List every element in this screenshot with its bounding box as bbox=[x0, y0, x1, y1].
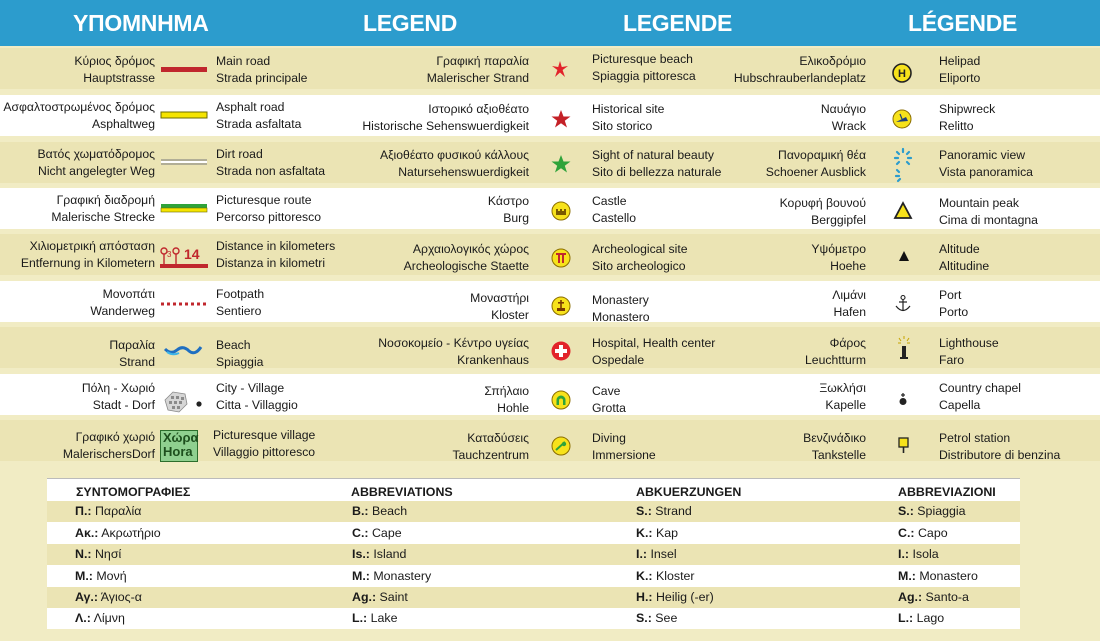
abbr-row bbox=[47, 523, 1020, 544]
archeological-site-icon bbox=[551, 248, 571, 268]
legend-col3-right-label: Altitude Altitudine bbox=[939, 242, 990, 273]
legend-col1-right-label: Footpath Sentiero bbox=[216, 287, 265, 318]
distance-big-label: 14 bbox=[184, 246, 200, 262]
abbr-header-greek: ΣΥΝΤΟΜΟΓΡΑΦΙΕΣ bbox=[76, 485, 191, 499]
legend-col2-right-label: Sight of natural beauty Sito di bellezza naturale bbox=[592, 148, 722, 179]
abbr-english: Is.: Island bbox=[352, 547, 407, 561]
castle-icon bbox=[551, 201, 571, 221]
abbr-english: C.: Cape bbox=[352, 526, 402, 540]
legend-col1-right-label: Main road Strada principale bbox=[216, 54, 308, 85]
legend-col1-right-label: Dirt road Strada non asfaltata bbox=[216, 147, 326, 178]
chapel-icon bbox=[897, 392, 909, 406]
legend-col1-right-label: City - Village Citta - Villaggio bbox=[216, 381, 298, 412]
legend-col1-left-label: Μονοπάτι Wanderweg bbox=[90, 287, 155, 318]
legend-col2-left-label: Αρχαιολογικός χώρος Archeologische Staette bbox=[403, 242, 529, 273]
helipad-icon bbox=[892, 63, 912, 83]
picturesque-beach-icon bbox=[551, 60, 569, 78]
legend-col3-left-label: Ναυάγιο Wrack bbox=[820, 102, 866, 133]
abbr-header-german: ABKUERZUNGEN bbox=[636, 485, 742, 499]
abbreviations-table bbox=[47, 478, 1020, 628]
legend-col2-left-label: Καταδύσεις Tauchzentrum bbox=[452, 431, 529, 462]
legend-col1-left-label: Κύριος δρόμος Hauptstrasse bbox=[74, 54, 155, 85]
legend-col1-right-label: Beach Spiaggia bbox=[216, 338, 264, 369]
abbr-italian: Ag.: Santo-a bbox=[898, 590, 969, 604]
cave-icon bbox=[551, 390, 571, 410]
legend-col3-left-label: Βενζινάδικο Tankstelle bbox=[803, 431, 866, 462]
legend-col3-left-label: Υψόμετρο Hoehe bbox=[811, 242, 866, 273]
legend-col2-right-label: Diving Immersione bbox=[592, 431, 656, 462]
legend-col1-left-label: Πόλη - Χωριό Stadt - Dorf bbox=[81, 381, 155, 412]
hospital-icon bbox=[551, 341, 571, 361]
petrol-station-icon bbox=[897, 436, 911, 454]
legend-col3-right-label: Lighthouse Faro bbox=[939, 336, 999, 367]
abbr-greek: Ακ.: Ακρωτήριο bbox=[75, 526, 161, 540]
legend-col1-right-label: Distance in kilometers Distanza in kilometri bbox=[216, 239, 336, 270]
header-english: LEGEND bbox=[363, 10, 458, 36]
legend-col1-left-label: Γραφικό χωριό MalerischersDorf bbox=[62, 430, 155, 461]
diving-icon bbox=[551, 436, 571, 456]
abbr-italian: I.: Isola bbox=[898, 547, 939, 561]
shipwreck-icon bbox=[892, 109, 912, 129]
abbr-italian: L.: Lago bbox=[898, 611, 945, 625]
legend-col3-right-label: Petrol station Distributore di benzina bbox=[939, 431, 1061, 462]
main-road-line bbox=[161, 64, 207, 76]
abbr-german: S.: Strand bbox=[636, 504, 692, 518]
asphalt-road-line bbox=[161, 110, 207, 120]
altitude-icon bbox=[898, 250, 910, 262]
legend-col2-left-label: Κάστρο Burg bbox=[487, 194, 529, 225]
distance-small-label: 3 bbox=[167, 250, 172, 259]
svg-text:H: H bbox=[898, 68, 906, 80]
legend-col1-left-label: Παραλία Strand bbox=[109, 338, 155, 369]
footpath-line bbox=[161, 301, 207, 307]
abbr-english: M.: Monastery bbox=[352, 569, 432, 583]
abbr-greek: Αγ.: Άγιος-α bbox=[75, 590, 142, 604]
legend-col2-right-label: Hospital, Health center Ospedale bbox=[592, 336, 716, 367]
abbr-greek: Λ.: Λίμνη bbox=[75, 611, 125, 625]
abbr-german: I.: Insel bbox=[636, 547, 677, 561]
natural-beauty-star-icon bbox=[551, 154, 571, 174]
legend-col3-right-label: Mountain peak Cima di montagna bbox=[939, 196, 1038, 227]
legend-col2-right-label: Archeological site Sito archeologico bbox=[592, 242, 688, 273]
header-greek: ΥΠΟΜΝΗΜΑ bbox=[73, 10, 209, 36]
abbr-german: K.: Kloster bbox=[636, 569, 695, 583]
picturesque-route-line bbox=[161, 203, 207, 215]
historical-site-star-icon bbox=[551, 109, 571, 129]
legend-col3-right-label: Port Porto bbox=[939, 288, 969, 319]
legend-col3-left-label: Ξωκλήσι Kapelle bbox=[819, 381, 866, 412]
village-label-latin: Hora bbox=[163, 444, 193, 459]
abbr-row bbox=[47, 608, 1020, 629]
beach-icon bbox=[163, 341, 203, 357]
legend-header-bar bbox=[0, 0, 1100, 46]
legend-col2-right-label: Cave Grotta bbox=[592, 384, 626, 415]
legend-col3-right-label: Shipwreck Relitto bbox=[939, 102, 996, 133]
abbr-greek: Π.: Παραλία bbox=[75, 504, 142, 518]
legend-col2-left-label: Σπήλαιο Hohle bbox=[484, 384, 529, 415]
abbr-greek: Μ.: Μονή bbox=[75, 569, 127, 583]
abbr-english: B.: Beach bbox=[352, 504, 408, 518]
abbr-german: S.: See bbox=[636, 611, 678, 625]
abbr-greek: Ν.: Νησί bbox=[75, 547, 122, 561]
header-german: LEGENDE bbox=[623, 10, 733, 36]
mountain-peak-icon bbox=[894, 202, 912, 220]
abbr-row bbox=[47, 544, 1020, 565]
abbr-row bbox=[47, 501, 1020, 522]
abbr-italian: S.: Spiaggia bbox=[898, 504, 966, 518]
header-french: LÉGENDE bbox=[908, 10, 1018, 36]
legend-col3-left-label: Φάρος Leuchtturm bbox=[805, 336, 866, 367]
legend-col2-right-label: Picturesque beach Spiaggia pittoresca bbox=[592, 52, 696, 83]
legend-col2-left-label: Γραφική παραλία Malerischer Strand bbox=[426, 54, 529, 85]
dirt-road-line bbox=[161, 158, 207, 166]
anchor-icon bbox=[894, 294, 912, 314]
abbr-english: Ag.: Saint bbox=[352, 590, 408, 604]
panoramic-view-icon bbox=[893, 146, 913, 182]
legend-col2-right-label: Monastery Monastero bbox=[592, 293, 650, 324]
legend-col3-left-label: Λιμάνι Hafen bbox=[832, 288, 866, 319]
legend-col1-left-label: Χιλιομετρική απόσταση Entfernung in Kilometern bbox=[20, 239, 155, 270]
abbr-header-english: ABBREVIATIONS bbox=[351, 485, 453, 499]
legend-col1-left-label: Ασφαλτοστρωμένος δρόμος Asphaltweg bbox=[3, 100, 155, 131]
legend-col1-right-label: Asphalt road Strada asfaltata bbox=[216, 100, 302, 131]
abbr-row bbox=[47, 587, 1020, 608]
legend-col2-left-label: Νοσοκομείο - Κέντρο υγείας Krankenhaus bbox=[378, 336, 529, 367]
lighthouse-icon bbox=[896, 335, 912, 361]
legend-col1-left-label: Βατός χωματόδρομος Nicht angelegter Weg bbox=[37, 147, 155, 178]
legend-col3-left-label: Ελικοδρόμιο Hubschrauberlandeplatz bbox=[733, 54, 866, 85]
city-village-icon bbox=[163, 388, 209, 414]
legend-col3-right-label: Country chapel Capella bbox=[939, 381, 1021, 412]
abbr-german: K.: Kap bbox=[636, 526, 679, 540]
legend-col1-right-label: Picturesque village Villaggio pittoresco bbox=[213, 428, 316, 459]
legend-col3-left-label: Κορυφή βουνού Berggipfel bbox=[779, 196, 866, 227]
legend-col1-left-label: Γραφική διαδρομή Malerische Strecke bbox=[51, 193, 155, 224]
abbr-german: H.: Heilig (-er) bbox=[636, 590, 714, 604]
legend-col2-left-label: Ιστορικό αξιοθέατο Historische Sehenswuerdigkeit bbox=[362, 102, 529, 133]
legend-col3-right-label: Panoramic view Vista panoramica bbox=[939, 148, 1033, 179]
village-label-greek: Χώρα bbox=[163, 430, 199, 445]
monastery-icon bbox=[551, 296, 571, 316]
abbr-italian: C.: Capo bbox=[898, 526, 948, 540]
legend-col3-left-label: Πανοραμική θέα Schoener Ausblick bbox=[765, 148, 866, 179]
abbr-header-italian: ABBREVIAZIONI bbox=[898, 485, 996, 499]
abbr-row bbox=[47, 566, 1020, 587]
legend-col2-left-label: Αξιοθέατο φυσικού κάλλους Natursehenswuerdigkeit bbox=[379, 148, 529, 179]
legend-col1-right-label: Picturesque route Percorso pittoresco bbox=[216, 193, 321, 224]
legend-col2-left-label: Μοναστήρι Kloster bbox=[470, 291, 529, 322]
legend-col2-right-label: Castle Castello bbox=[592, 194, 637, 225]
legend-col2-right-label: Historical site Sito storico bbox=[592, 102, 665, 133]
legend-col3-right-label: Helipad Eliporto bbox=[939, 54, 981, 85]
abbr-italian: M.: Monastero bbox=[898, 569, 978, 583]
abbr-english: L.: Lake bbox=[352, 611, 398, 625]
